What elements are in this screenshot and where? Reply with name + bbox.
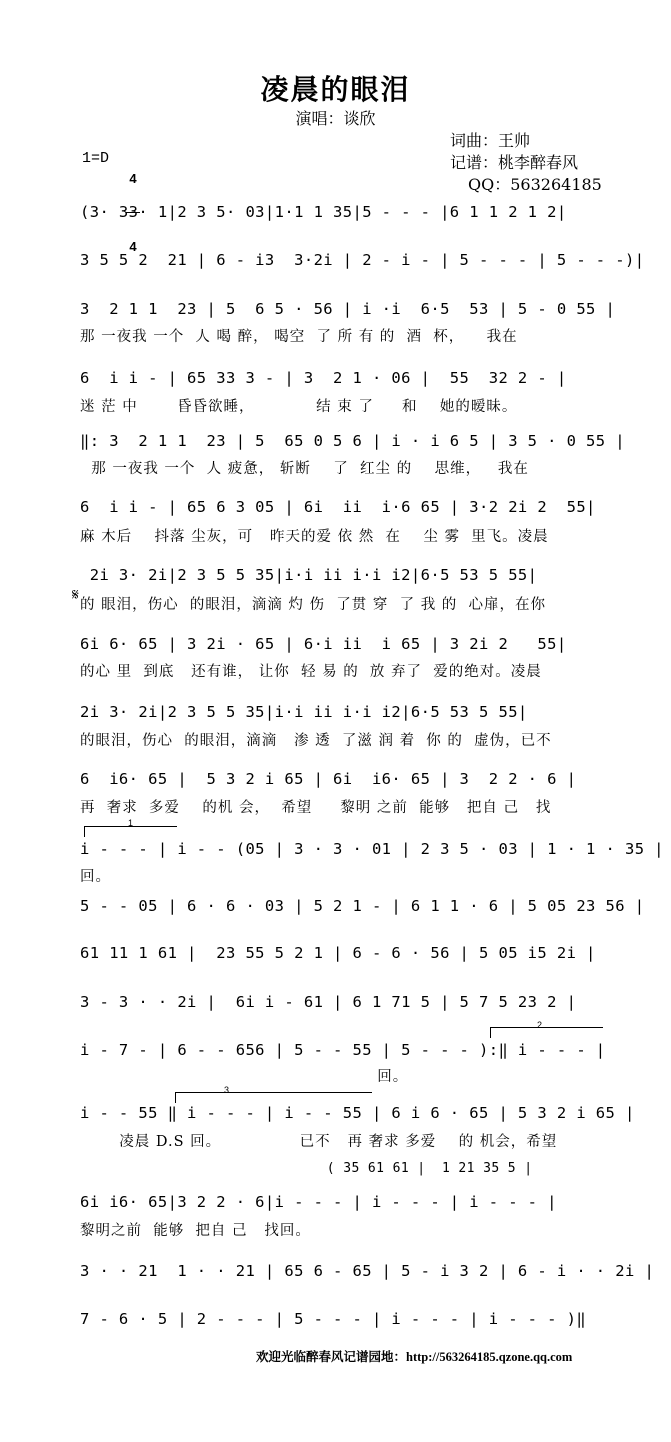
score-row-3-lyrics: 那 一夜我 一个 人 喝 醉， 喝空 了 所 有 的 酒 杯， 我在	[80, 329, 518, 345]
score-row-10-notes: 6 i6· 65 | 5 3 2 i 65 | 6i i6· 65 | 3 2 2 · 6 |	[80, 770, 577, 788]
volta-number-1: 1	[128, 818, 134, 828]
score-row-4-lyrics: 迷 茫 中 昏昏欲睡， 结 束 了 和 她的暧昧。	[80, 399, 518, 415]
score-row-18-notes: 6i i6· 65|3 2 2 · 6|i - - - | i - - - | i - - - |	[80, 1193, 557, 1211]
time-signature-bottom: 4	[129, 239, 137, 254]
score-row-9-notes: 2i 3· 2i|2 3 5 5 35|i·i ii i·i i2|6·5 53 5 55|	[80, 703, 528, 721]
score-row-11-notes: i - - - | i - - (05 | 3 · 3 · 01 | 2 3 5 · 03 | 1 · 1 · 35 |	[80, 840, 664, 858]
score-row-18-lyrics: 黎明之前 能够 把自 己 找回。	[80, 1223, 311, 1239]
score-row-2-notes: 3 5 5 2 21 | 6 - i3 3·2i | 2 - i - | 5 - - - | 5 - - -)|	[80, 251, 645, 269]
lyrics-music-credit: 词曲：王帅	[450, 131, 531, 150]
singer-credit: 演唱：谈欣	[295, 109, 376, 128]
score-row-5-notes: ‖: 3 2 1 1 23 | 5 65 0 5 6 | i · i 6 5 | 3 5 · 0 55 |	[80, 432, 625, 450]
score-row-16-notes: i - - 55 ‖ i - - - | i - - 55 | 6 i 6 · 65 | 5 3 2 i 65 |	[80, 1104, 635, 1122]
time-signature-top: 4	[129, 171, 137, 186]
score-row-13-notes: 61 11 1 61 | 23 55 5 2 1 | 6 - 6 · 56 | 5 05 i5 2i |	[80, 944, 596, 962]
score-row-6-lyrics: 麻 木后 抖落 尘灰，可 昨天的爱 依 然 在 尘 雾 里飞。凌晨	[80, 529, 549, 545]
footer-website: 欢迎光临醉春风记谱园地：http://563264185.qzone.qq.com	[256, 1350, 573, 1364]
score-row-9-lyrics: 的眼泪，伤心 的眼泪，滴滴 渗 透 了滋 润 着 你 的 虚伪，已不	[80, 733, 552, 749]
score-row-6-notes: 6 i i - | 65 6 3 05 | 6i ii i·6 65 | 3·2 2i 2 55|	[80, 498, 596, 516]
song-title: 凌晨的眼泪	[260, 73, 411, 106]
score-row-12-notes: 5 - - 05 | 6 · 6 · 03 | 5 2 1 - | 6 1 1 · 6 | 5 05 23 56 |	[80, 897, 645, 915]
score-row-14-notes: 3 - 3 · · 2i | 6i i - 61 | 6 1 71 5 | 5 7 5 23 2 |	[80, 993, 577, 1011]
score-row-8-notes: 6i 6· 65 | 3 2i · 65 | 6·i ii i 65 | 3 2i 2 55|	[80, 635, 567, 653]
volta-number-2: 2	[537, 1020, 543, 1030]
score-row-15-notes: i - 7 - | 6 - - 656 | 5 - - 55 | 5 - - - ):‖ i - - - |	[80, 1041, 606, 1059]
score-row-4-notes: 6 i i - | 65 33 3 - | 3 2 1 · 06 | 55 32 2 - |	[80, 369, 567, 387]
score-row-15-lyrics: 回。	[80, 1069, 409, 1085]
key-signature: 1=D	[82, 150, 110, 167]
score-row-11-lyrics: 回。	[80, 869, 111, 885]
score-row-20-notes: 7 - 6 · 5 | 2 - - - | 5 - - - | i - - - | i - - - )‖	[80, 1310, 587, 1328]
score-row-8-lyrics: 的心 里 到底 还有谁， 让你 轻 易 的 放 弃了 爱的绝对。凌晨	[80, 664, 542, 680]
score-row-16-lyrics: 凌晨 D.S 回。 已不 再 奢求 多爱 的 机会，希望	[80, 1134, 558, 1150]
volta-number-3: 3	[224, 1085, 230, 1095]
score-row-3-notes: 3 2 1 1 23 | 5 6 5 · 56 | i ·i 6·5 53 | 5 - 0 55 |	[80, 300, 616, 318]
segno-sign: 𝄋	[72, 585, 79, 604]
qq-credit: QQ：563264185	[468, 175, 602, 194]
score-row-7-lyrics: 的 眼泪，伤心 的眼泪，滴滴 灼 伤 了贯 穿 了 我 的 心扉，在你	[80, 597, 547, 613]
score-row-5-lyrics: 那 一夜我 一个 人 疲惫， 斩断 了 红尘 的 思维， 我在	[80, 461, 529, 477]
score-row-1-notes: (3· 33· 1|2 3 5· 03|1·1 1 35|5 - - - |6 1 1 2 1 2|	[80, 203, 567, 221]
transcriber-credit: 记谱：桃李醉春风	[450, 153, 579, 172]
volta-bracket-2	[490, 1027, 603, 1038]
score-row-17-notes: ( 35 61 61 | 1 21 35 5 |	[80, 1161, 533, 1176]
score-row-10-lyrics: 再 奢求 多爱 的机 会， 希望 黎明 之前 能够 把自 己 找	[80, 800, 552, 816]
score-row-19-notes: 3 · · 21 1 · · 21 | 65 6 - 65 | 5 - i 3 2 | 6 - i · · 2i |	[80, 1262, 655, 1280]
volta-bracket-3	[175, 1092, 372, 1103]
score-row-7-notes: 2i 3· 2i|2 3 5 5 35|i·i ii i·i i2|6·5 53 5 55|	[80, 566, 538, 584]
